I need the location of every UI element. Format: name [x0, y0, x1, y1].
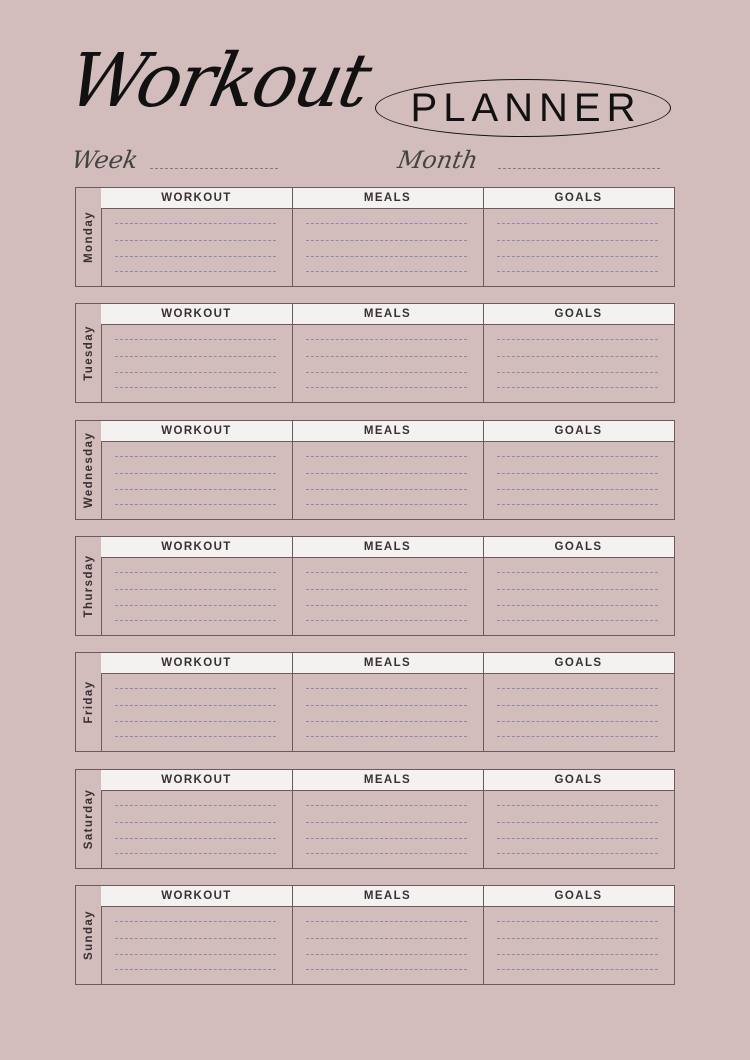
entry-line[interactable]	[306, 605, 467, 606]
entry-line[interactable]	[115, 240, 276, 241]
entry-line[interactable]	[306, 954, 467, 955]
column-header-workout: WORKOUT	[101, 770, 292, 791]
column-header-goals: GOALS	[483, 770, 674, 791]
day-label	[76, 304, 102, 402]
column-header-meals: MEALS	[292, 537, 483, 558]
column-divider	[483, 188, 484, 286]
entry-line[interactable]	[115, 489, 276, 490]
day-name: Monday	[82, 211, 95, 263]
column-header-workout: WORKOUT	[101, 304, 292, 325]
planner-oval	[375, 79, 671, 137]
month-label: Month	[395, 146, 481, 174]
column-divider	[483, 304, 484, 402]
title-script: Workout	[60, 38, 376, 124]
entry-line[interactable]	[115, 473, 276, 474]
week-field[interactable]	[150, 168, 278, 169]
entry-line[interactable]	[115, 223, 276, 224]
entry-line[interactable]	[115, 705, 276, 706]
entry-line[interactable]	[497, 223, 658, 224]
column-header-goals: GOALS	[483, 537, 674, 558]
entry-line[interactable]	[306, 256, 467, 257]
column-header-meals: MEALS	[292, 421, 483, 442]
column-header-workout: WORKOUT	[101, 886, 292, 907]
entry-line[interactable]	[497, 240, 658, 241]
entry-line[interactable]	[306, 456, 467, 457]
entry-line[interactable]	[497, 339, 658, 340]
day-block-tuesday	[75, 303, 675, 403]
entry-line[interactable]	[497, 572, 658, 573]
entry-line[interactable]	[306, 589, 467, 590]
column-header-workout: WORKOUT	[101, 188, 292, 209]
entry-line[interactable]	[115, 605, 276, 606]
entry-line[interactable]	[306, 356, 467, 357]
day-name: Friday	[82, 680, 95, 724]
entry-line[interactable]	[115, 736, 276, 737]
day-block-saturday	[75, 769, 675, 869]
entry-line[interactable]	[497, 969, 658, 970]
planner-title: PLANNER	[410, 85, 642, 130]
entry-line[interactable]	[306, 736, 467, 737]
column-header-meals: MEALS	[292, 886, 483, 907]
entry-line[interactable]	[115, 256, 276, 257]
entry-line[interactable]	[497, 387, 658, 388]
entry-line[interactable]	[497, 721, 658, 722]
entry-line[interactable]	[115, 853, 276, 854]
entry-line[interactable]	[497, 620, 658, 621]
entry-line[interactable]	[306, 969, 467, 970]
entry-line[interactable]	[306, 372, 467, 373]
entry-line[interactable]	[497, 489, 658, 490]
entry-line[interactable]	[306, 921, 467, 922]
day-label	[76, 537, 102, 635]
day-name: Saturday	[82, 788, 95, 850]
entry-line[interactable]	[115, 938, 276, 939]
column-header-meals: MEALS	[292, 653, 483, 674]
entry-line[interactable]	[115, 387, 276, 388]
column-divider	[292, 304, 293, 402]
column-divider	[292, 188, 293, 286]
entry-line[interactable]	[306, 805, 467, 806]
entry-line[interactable]	[306, 271, 467, 272]
day-block-wednesday	[75, 420, 675, 520]
entry-line[interactable]	[115, 456, 276, 457]
entry-line[interactable]	[497, 853, 658, 854]
entry-line[interactable]	[497, 705, 658, 706]
column-header-workout: WORKOUT	[101, 421, 292, 442]
entry-line[interactable]	[306, 504, 467, 505]
column-divider	[483, 653, 484, 751]
entry-line[interactable]	[497, 271, 658, 272]
entry-line[interactable]	[497, 822, 658, 823]
entry-line[interactable]	[497, 256, 658, 257]
day-label	[76, 653, 102, 751]
column-header-workout: WORKOUT	[101, 653, 292, 674]
column-divider	[292, 421, 293, 519]
entry-line[interactable]	[306, 223, 467, 224]
entry-line[interactable]	[306, 705, 467, 706]
entry-line[interactable]	[115, 721, 276, 722]
entry-line[interactable]	[306, 473, 467, 474]
entry-line[interactable]	[306, 572, 467, 573]
entry-line[interactable]	[306, 489, 467, 490]
entry-line[interactable]	[497, 372, 658, 373]
day-block-friday	[75, 652, 675, 752]
day-block-monday	[75, 187, 675, 287]
day-block-thursday	[75, 536, 675, 636]
entry-line[interactable]	[497, 736, 658, 737]
day-name: Tuesday	[82, 325, 95, 381]
column-header-meals: MEALS	[292, 304, 483, 325]
column-header-workout: WORKOUT	[101, 537, 292, 558]
month-field[interactable]	[498, 168, 660, 169]
entry-line[interactable]	[497, 456, 658, 457]
day-label	[76, 886, 102, 984]
entry-line[interactable]	[115, 589, 276, 590]
column-divider	[292, 886, 293, 984]
entry-line[interactable]	[306, 339, 467, 340]
entry-line[interactable]	[115, 954, 276, 955]
entry-line[interactable]	[115, 620, 276, 621]
entry-line[interactable]	[115, 921, 276, 922]
entry-line[interactable]	[306, 387, 467, 388]
day-label	[76, 770, 102, 868]
entry-line[interactable]	[306, 688, 467, 689]
column-header-meals: MEALS	[292, 188, 483, 209]
column-header-goals: GOALS	[483, 421, 674, 442]
entry-line[interactable]	[306, 822, 467, 823]
entry-line[interactable]	[497, 938, 658, 939]
entry-line[interactable]	[115, 838, 276, 839]
entry-line[interactable]	[115, 504, 276, 505]
entry-line[interactable]	[497, 805, 658, 806]
column-divider	[483, 886, 484, 984]
entry-line[interactable]	[115, 688, 276, 689]
day-name: Sunday	[82, 910, 95, 960]
entry-line[interactable]	[306, 853, 467, 854]
column-divider	[483, 421, 484, 519]
column-header-meals: MEALS	[292, 770, 483, 791]
day-label	[76, 421, 102, 519]
entry-line[interactable]	[497, 504, 658, 505]
entry-line[interactable]	[306, 620, 467, 621]
column-divider	[292, 770, 293, 868]
column-header-goals: GOALS	[483, 304, 674, 325]
entry-line[interactable]	[497, 838, 658, 839]
entry-line[interactable]	[115, 822, 276, 823]
entry-line[interactable]	[497, 589, 658, 590]
entry-line[interactable]	[306, 838, 467, 839]
column-header-goals: GOALS	[483, 653, 674, 674]
column-divider	[483, 537, 484, 635]
entry-line[interactable]	[115, 805, 276, 806]
entry-line[interactable]	[115, 372, 276, 373]
entry-line[interactable]	[497, 473, 658, 474]
entry-line[interactable]	[497, 688, 658, 689]
column-header-goals: GOALS	[483, 188, 674, 209]
column-divider	[292, 653, 293, 751]
entry-line[interactable]	[115, 572, 276, 573]
day-name: Thursday	[82, 554, 95, 618]
column-divider	[483, 770, 484, 868]
entry-line[interactable]	[115, 969, 276, 970]
entry-line[interactable]	[306, 240, 467, 241]
entry-line[interactable]	[497, 954, 658, 955]
entry-line[interactable]	[497, 605, 658, 606]
week-label: Week	[69, 146, 141, 174]
column-divider	[292, 537, 293, 635]
entry-line[interactable]	[497, 356, 658, 357]
column-header-goals: GOALS	[483, 886, 674, 907]
entry-line[interactable]	[115, 356, 276, 357]
entry-line[interactable]	[115, 339, 276, 340]
day-block-sunday	[75, 885, 675, 985]
day-label	[76, 188, 102, 286]
entry-line[interactable]	[497, 921, 658, 922]
entry-line[interactable]	[115, 271, 276, 272]
entry-line[interactable]	[306, 721, 467, 722]
day-name: Wednesday	[82, 431, 95, 509]
entry-line[interactable]	[306, 938, 467, 939]
